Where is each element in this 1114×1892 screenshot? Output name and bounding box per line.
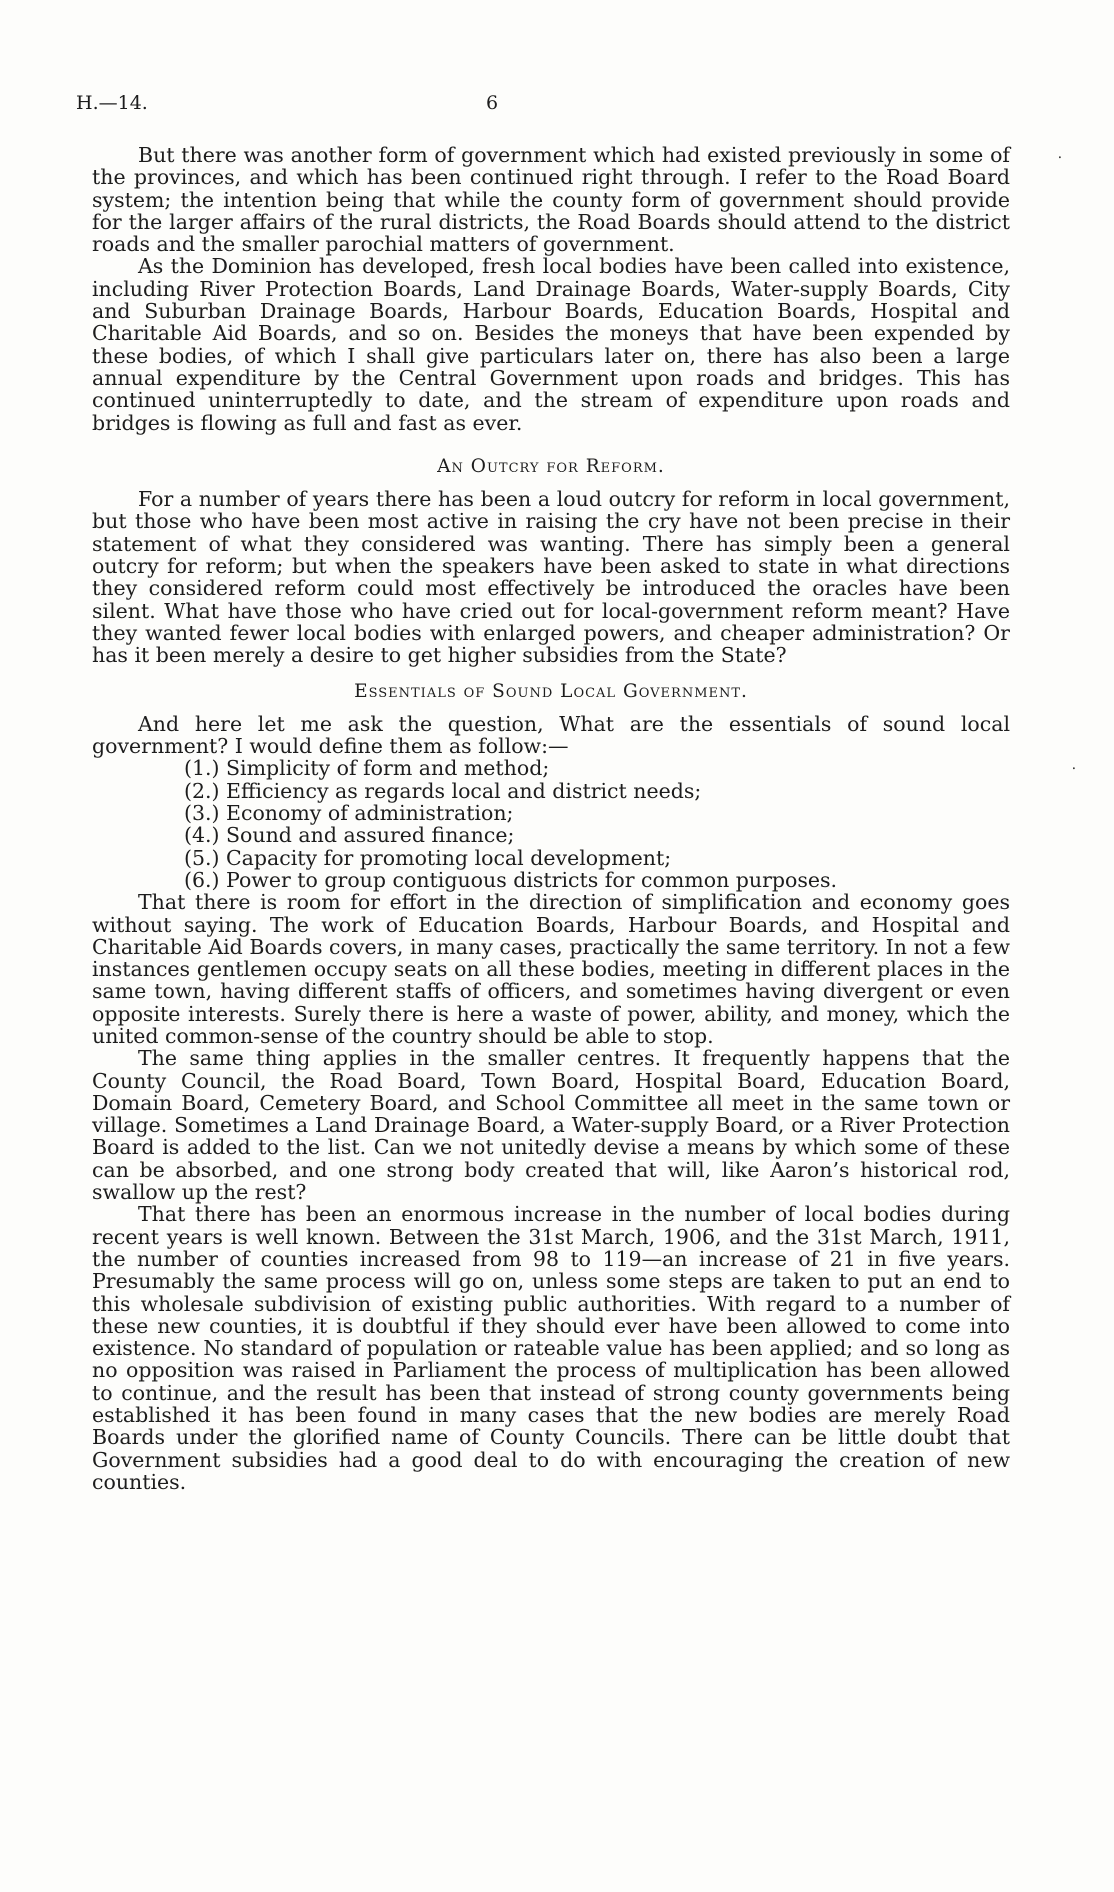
list-item [184,780,1010,802]
essentials-list [92,757,1010,891]
list-item [184,757,1010,779]
page-number: 6 [486,92,499,114]
paragraph: And here let me ask the question, What are the essentials of sound local government? I would define them as follow:— [92,711,1010,759]
section-heading: An Outcry for Reform. [437,455,665,477]
document-reference: H.—14. [76,92,148,114]
paragraph: The same thing applies in the smaller centres. It frequently happens that the County Council, the Road Board, Town Board, Hospital Board, Education Board, Domain Board, Cemetery Board, and School Committee all meet in the same town or village. Sometimes a Land Drainage Board, a Water-supply Board, or a River Protection Board is added to the list. Can we not unitedly devise a means by which some of these can be absorbed, and one strong body created that will, like Aaron’s historical rod, swallow up the rest? [92,1046,1010,1205]
scan-mark-icon: ⸳ [1072,759,1076,775]
list-item-number: (2.) [184,778,220,803]
list-item-text: Economy of administration; [226,801,514,826]
paragraph: But there was another form of government which had existed previously in some of the provinces, and which has been continued right through. I refer to the Road Board system; the intention being that while the county form of government should provide for the larger affairs of the rural districts, the Road Boards should attend to the district roads and the smaller parochial matters of government. [92,143,1010,257]
list-item-number: (4.) [184,823,220,848]
list-item [184,802,1010,824]
page-header [76,92,1006,116]
list-item-number: (3.) [184,801,220,826]
section-heading: Essentials of Sound Local Government. [354,680,748,702]
paragraph: As the Dominion has developed, fresh local bodies have been called into existence, including River Protection Boards, Land Drainage Boards, Water-supply Boards, City and Suburban Drainage Boards, Harbour Boards, Education Boards, Hospital and Charitable Aid Boards, and so on. Besides the moneys that have been expended by these bodies, of which I shall give particulars later on, there has also been a large annual expenditure by the Central Government upon roads and bridges. This has continued uninterruptedly to date, and the stream of expenditure upon roads and bridges is flowing as full and fast as ever. [92,254,1010,435]
document-body [92,144,1010,1493]
paragraph: That there is room for effort in the direction of simplification and economy goes without saying. The work of Education Boards, Harbour Boards, and Hospital and Charitable Aid Boards covers, in many cases, practically the same territory. In not a few instances gentlemen occupy seats on all these bodies, meeting in different places in the same town, having different staffs of officers, and sometimes having divergent or even opposite interests. Surely there is here a waste of power, ability, and money, which the united common-sense of the country should be able to stop. [92,890,1010,1048]
list-item-text: Simplicity of form and method; [226,756,550,781]
paragraph: For a number of years there has been a loud outcry for reform in local government, but those who have been most active in raising the cry have not been precise in their statement of what they considered was wanting. There has simply been a general outcry for reform; but when the speakers have been asked to state in what directions they considered reform could most effectively be introduced the oracles have been silent. What have those who have cried out for local-government reform meant? Have they wanted fewer local bodies with enlarged powers, and cheaper administration? Or has it been merely a desire to get higher subsidies from the State? [92,487,1010,668]
list-item-text: Capacity for promoting local development; [226,845,672,870]
list-item-number: (5.) [184,845,220,870]
list-item [184,824,1010,846]
list-item-text: Sound and assured finance; [226,823,515,848]
list-item-number: (6.) [184,867,220,892]
list-item-text: Power to group contiguous districts for common purposes. [226,867,838,892]
paragraph: That there has been an enormous increase in the number of local bodies during recent years is well known. Between the 31st March, 1906, and the 31st March, 1911, the number of counties increased from 98 to 119—an increase of 21 in five years. Presumably the same process will go on, unless some steps are taken to put an end to this wholesale subdivision of existing public authorities. With regard to a number of these new counties, it is doubtful if they should ever have been allowed to come into existence. No standard of population or rateable value has been applied; and so long as no opposition was raised in Parliament the process of multiplication has been allowed to continue, and the result has been that instead of strong county governments being established it has been found in many cases that the new bodies are merely Road Boards under the glorified name of County Councils. There can be little doubt that Government subsidies had a good deal to do with encouraging the creation of new counties. [92,1202,1010,1494]
list-item [184,847,1010,869]
list-item [184,869,1010,891]
list-item-text: Efficiency as regards local and district needs; [226,778,702,803]
scan-mark-icon: ⸳ [1058,148,1062,164]
list-item-number: (1.) [184,756,220,781]
